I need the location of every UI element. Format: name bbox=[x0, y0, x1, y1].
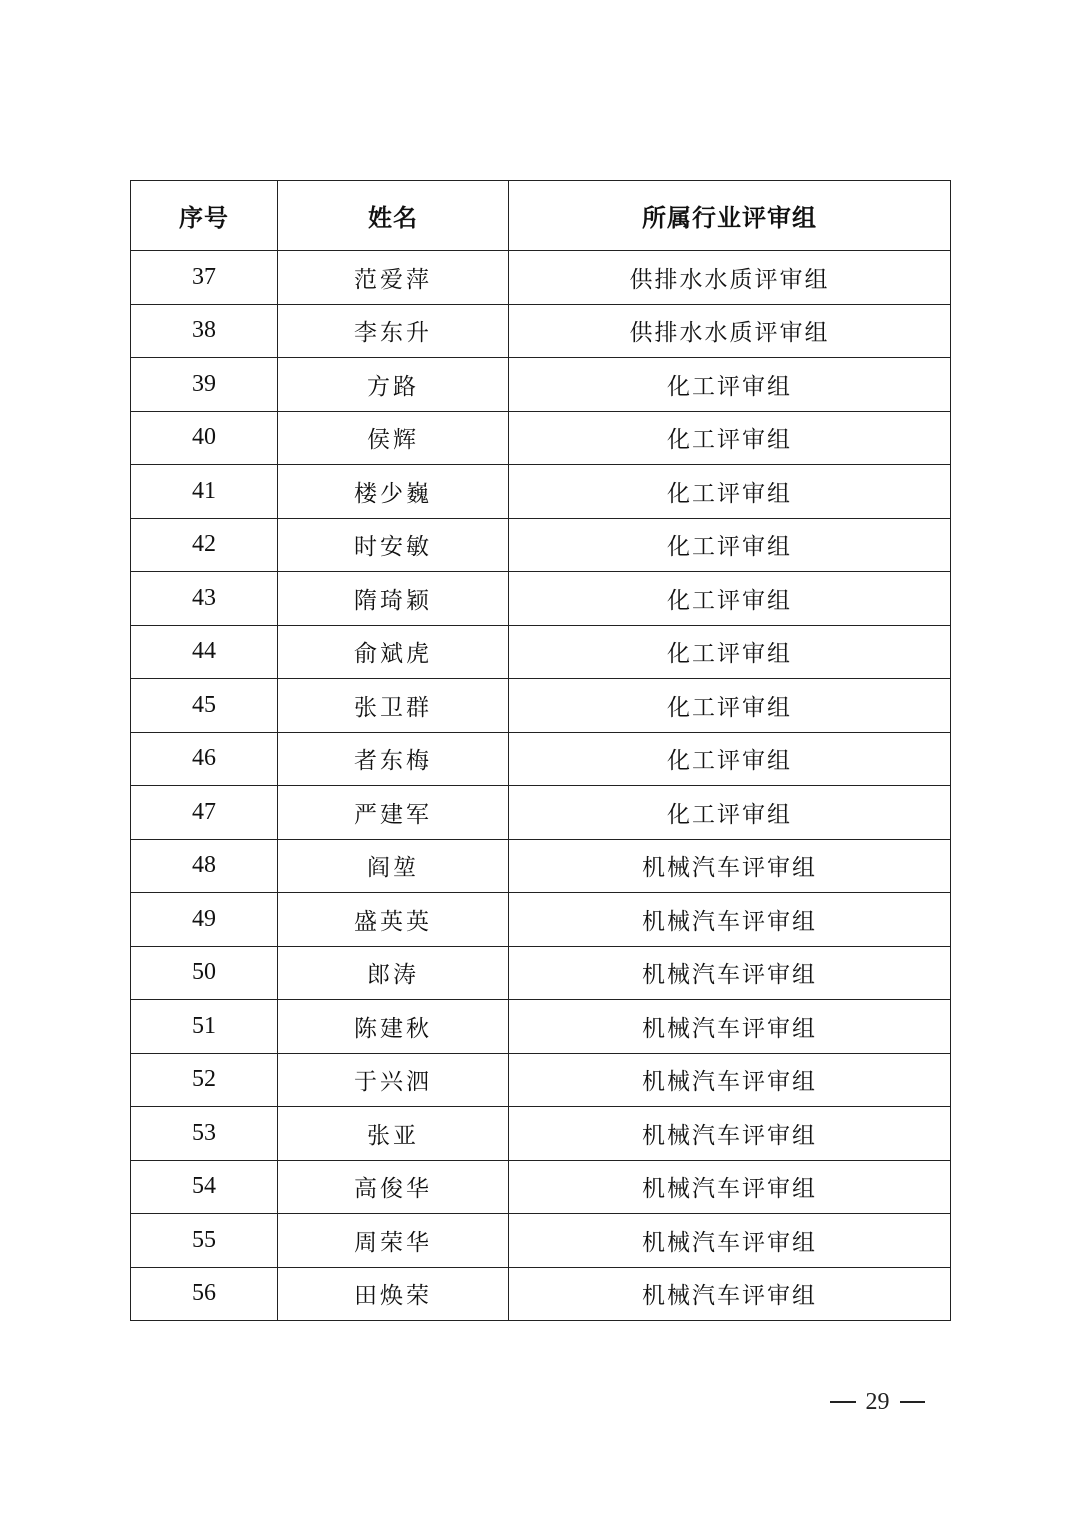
cell-group: 机械汽车评审组 bbox=[509, 893, 951, 947]
table-row bbox=[131, 946, 951, 1000]
cell-group: 化工评审组 bbox=[509, 518, 951, 572]
cell-number: 45 bbox=[131, 679, 278, 733]
cell-name: 隋琦颖 bbox=[278, 572, 509, 626]
table-header bbox=[131, 181, 951, 251]
cell-number: 50 bbox=[131, 946, 278, 1000]
cell-number: 48 bbox=[131, 839, 278, 893]
cell-group: 机械汽车评审组 bbox=[509, 1160, 951, 1214]
cell-group: 机械汽车评审组 bbox=[509, 1053, 951, 1107]
cell-name: 高俊华 bbox=[278, 1160, 509, 1214]
table-row bbox=[131, 1000, 951, 1054]
cell-group: 化工评审组 bbox=[509, 625, 951, 679]
cell-name: 楼少巍 bbox=[278, 465, 509, 519]
table-row bbox=[131, 1160, 951, 1214]
cell-group: 化工评审组 bbox=[509, 786, 951, 840]
page-number-dash-right bbox=[900, 1401, 926, 1403]
cell-group: 机械汽车评审组 bbox=[509, 1214, 951, 1268]
cell-name: 盛英英 bbox=[278, 893, 509, 947]
cell-name: 严建军 bbox=[278, 786, 509, 840]
cell-group: 化工评审组 bbox=[509, 411, 951, 465]
cell-group: 供排水水质评审组 bbox=[509, 251, 951, 305]
cell-group: 化工评审组 bbox=[509, 358, 951, 412]
cell-number: 42 bbox=[131, 518, 278, 572]
cell-group: 化工评审组 bbox=[509, 572, 951, 626]
cell-number: 39 bbox=[131, 358, 278, 412]
cell-group: 化工评审组 bbox=[509, 465, 951, 519]
page-number-value: 29 bbox=[865, 1388, 890, 1415]
table-row bbox=[131, 1053, 951, 1107]
cell-number: 38 bbox=[131, 304, 278, 358]
cell-number: 43 bbox=[131, 572, 278, 626]
cell-group: 机械汽车评审组 bbox=[509, 1000, 951, 1054]
cell-number: 53 bbox=[131, 1107, 278, 1161]
cell-number: 52 bbox=[131, 1053, 278, 1107]
header-row bbox=[131, 181, 951, 251]
table-row bbox=[131, 572, 951, 626]
cell-name: 周荣华 bbox=[278, 1214, 509, 1268]
header-number: 序号 bbox=[131, 181, 278, 251]
cell-number: 44 bbox=[131, 625, 278, 679]
table-row bbox=[131, 465, 951, 519]
header-name: 姓名 bbox=[278, 181, 509, 251]
cell-group: 化工评审组 bbox=[509, 732, 951, 786]
table-row bbox=[131, 1267, 951, 1321]
cell-number: 56 bbox=[131, 1267, 278, 1321]
cell-group: 机械汽车评审组 bbox=[509, 946, 951, 1000]
cell-name: 方路 bbox=[278, 358, 509, 412]
cell-name: 者东梅 bbox=[278, 732, 509, 786]
table-row bbox=[131, 786, 951, 840]
cell-number: 41 bbox=[131, 465, 278, 519]
cell-name: 李东升 bbox=[278, 304, 509, 358]
header-group: 所属行业评审组 bbox=[509, 181, 951, 251]
cell-name: 田焕荣 bbox=[278, 1267, 509, 1321]
table-row bbox=[131, 679, 951, 733]
cell-group: 机械汽车评审组 bbox=[509, 1267, 951, 1321]
table-row bbox=[131, 304, 951, 358]
cell-group: 机械汽车评审组 bbox=[509, 1107, 951, 1161]
table-body bbox=[131, 251, 951, 1321]
table-row bbox=[131, 1107, 951, 1161]
cell-name: 范爱萍 bbox=[278, 251, 509, 305]
table-row bbox=[131, 518, 951, 572]
table-row bbox=[131, 839, 951, 893]
cell-name: 阎堃 bbox=[278, 839, 509, 893]
cell-number: 49 bbox=[131, 893, 278, 947]
cell-number: 51 bbox=[131, 1000, 278, 1054]
page-number bbox=[820, 1385, 935, 1419]
table-row bbox=[131, 732, 951, 786]
table-row bbox=[131, 358, 951, 412]
cell-number: 54 bbox=[131, 1160, 278, 1214]
cell-name: 俞斌虎 bbox=[278, 625, 509, 679]
cell-group: 机械汽车评审组 bbox=[509, 839, 951, 893]
table-row bbox=[131, 1214, 951, 1268]
page-number-dash-left bbox=[830, 1401, 856, 1403]
table-row bbox=[131, 251, 951, 305]
cell-name: 张卫群 bbox=[278, 679, 509, 733]
reviewer-table bbox=[130, 180, 951, 1321]
cell-name: 郎涛 bbox=[278, 946, 509, 1000]
cell-number: 46 bbox=[131, 732, 278, 786]
table-row bbox=[131, 625, 951, 679]
cell-name: 于兴泗 bbox=[278, 1053, 509, 1107]
table-row bbox=[131, 411, 951, 465]
cell-number: 47 bbox=[131, 786, 278, 840]
cell-number: 37 bbox=[131, 251, 278, 305]
cell-name: 陈建秋 bbox=[278, 1000, 509, 1054]
cell-name: 侯辉 bbox=[278, 411, 509, 465]
cell-name: 时安敏 bbox=[278, 518, 509, 572]
cell-number: 40 bbox=[131, 411, 278, 465]
cell-group: 化工评审组 bbox=[509, 679, 951, 733]
cell-number: 55 bbox=[131, 1214, 278, 1268]
table-row bbox=[131, 893, 951, 947]
cell-group: 供排水水质评审组 bbox=[509, 304, 951, 358]
cell-name: 张亚 bbox=[278, 1107, 509, 1161]
